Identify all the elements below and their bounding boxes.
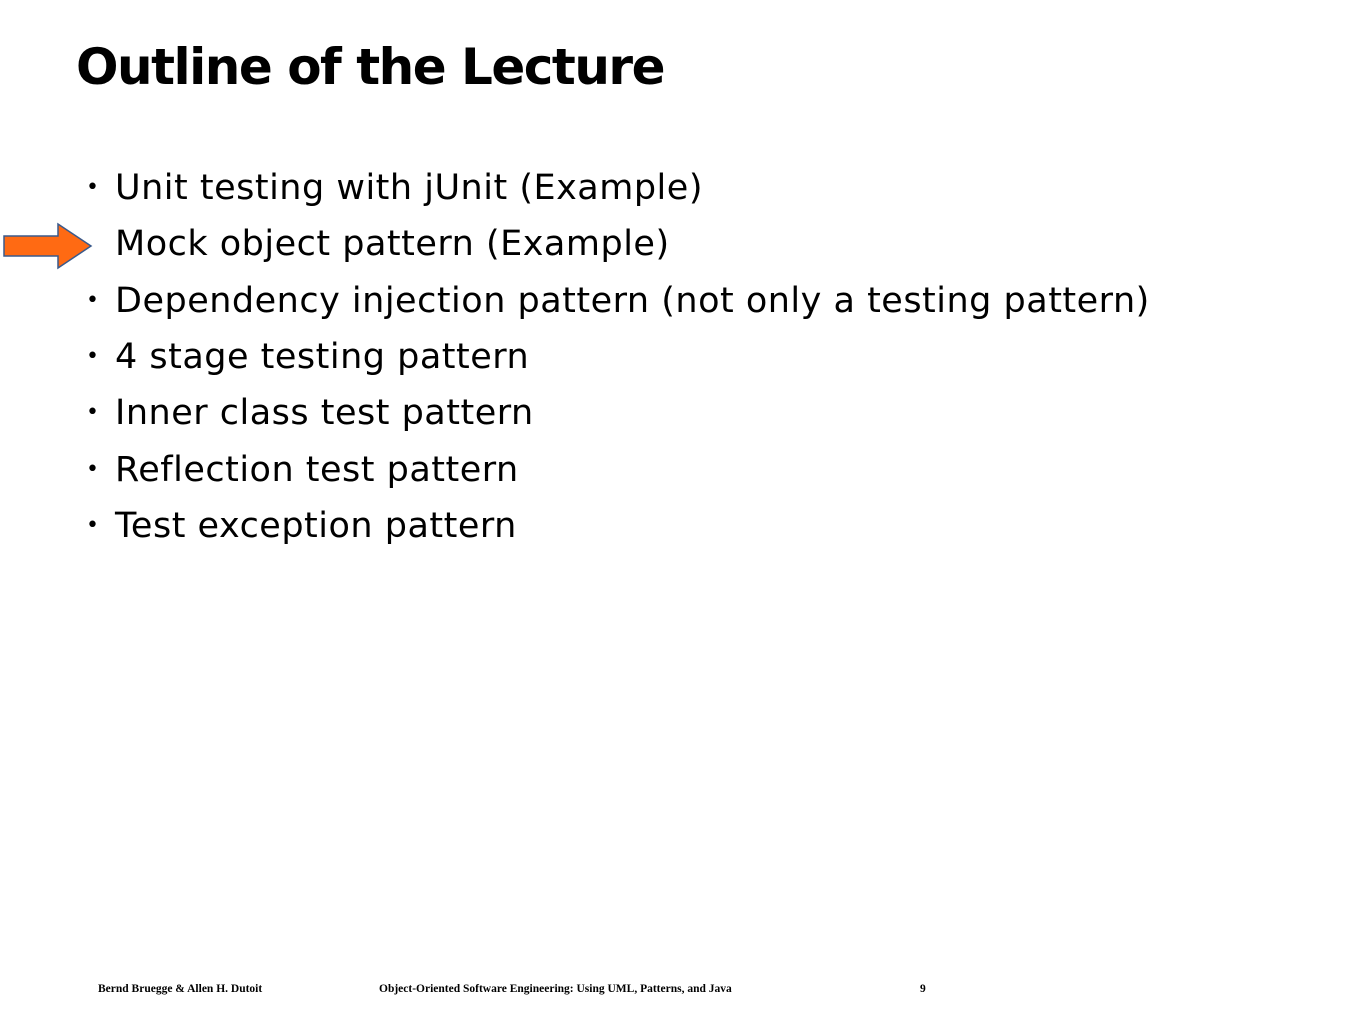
page-number: 9 xyxy=(920,983,926,995)
list-item xyxy=(86,329,1150,385)
list-item-label: Unit testing with jUnit (Example) xyxy=(115,168,703,209)
list-item-label: Inner class test pattern xyxy=(115,393,534,434)
footer-book-title: Object-Oriented Software Engineering: Using UML, Patterns, and Java xyxy=(379,983,732,995)
list-item-label: Reflection test pattern xyxy=(115,449,519,490)
list-item-label: Dependency injection pattern (not only a testing pattern) xyxy=(115,280,1150,321)
list-item-label: Mock object pattern (Example) xyxy=(115,224,670,265)
list-item xyxy=(86,441,1150,497)
arrow-right-icon xyxy=(3,222,93,270)
bullet-icon: • xyxy=(86,400,100,426)
list-item xyxy=(86,273,1150,329)
list-item xyxy=(86,160,1150,216)
list-item-label: 4 stage testing pattern xyxy=(115,337,530,378)
list-item xyxy=(86,498,1150,554)
bullet-icon: • xyxy=(86,287,100,313)
list-item xyxy=(86,385,1150,441)
list-item-label: Test exception pattern xyxy=(115,505,517,546)
bullet-icon: • xyxy=(86,456,100,482)
slide-title: Outline of the Lecture xyxy=(76,38,664,96)
outline-list xyxy=(86,160,1150,554)
bullet-icon: • xyxy=(86,344,100,370)
list-item-current xyxy=(86,216,1150,272)
bullet-icon: • xyxy=(86,512,100,538)
footer-authors: Bernd Bruegge & Allen H. Dutoit xyxy=(98,983,263,995)
bullet-icon: • xyxy=(86,175,100,201)
